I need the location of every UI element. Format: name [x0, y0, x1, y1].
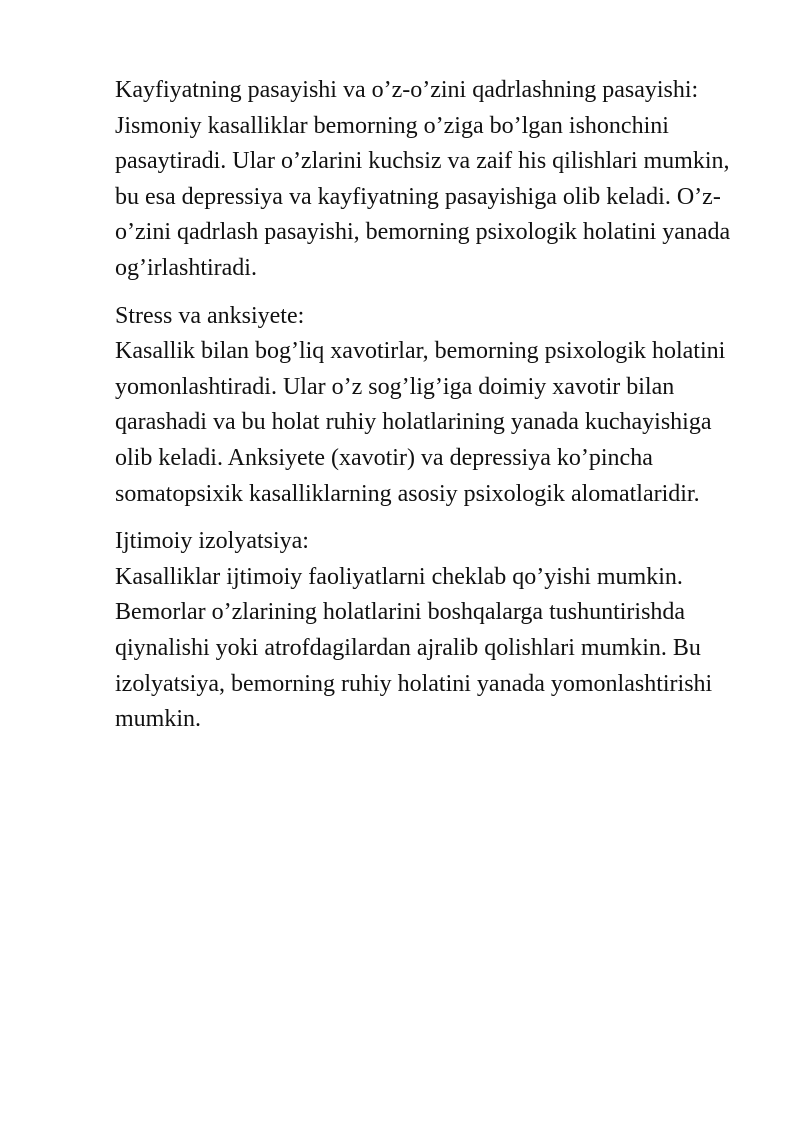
section-stress-anxiety	[115, 299, 745, 513]
section-paragraph: Jismoniy kasalliklar bemorning o’ziga bo’lgan ishonchini pasaytiradi. Ular o’zlarini kuchsiz va zaif his qilishlari mumkin, bu esa depressiya va kayfiyatning pasayishiga olib keladi. O’z-o’zini qadrlash pasayishi, bemorning psixologik holatini yanada og’irlashtiradi.	[115, 112, 731, 281]
section-heading: Ijtimoiy izolyatsiya:	[115, 528, 309, 555]
section-heading: Stress va anksiyete:	[115, 302, 305, 329]
section-paragraph: Kasalliklar ijtimoiy faoliyatlarni cheklab qo’yishi mumkin. Bemorlar o’zlarining holatlarini boshqalarga tushuntirishda qiynalishi yoki atrofdagilardan ajralib qolishlari mumkin. Bu izolyatsiya, bemorning ruhiy holatini yanada yomonlashtirishi mumkin.	[115, 563, 713, 733]
section-mood-decline	[115, 73, 745, 287]
section-paragraph: Kasallik bilan bog’liq xavotirlar, bemorning psixologik holatini yomonlashtiradi. Ular o’z sog’lig’iga doimiy xavotir bilan qarashadi va bu holat ruhiy holatlarining yanada kuchayishiga olib keladi. Anksiyete (xavotir) va depressiya ko’pincha somatopsixik kasalliklarning asosiy psixologik alomatlaridir.	[115, 338, 726, 507]
section-heading: Kayfiyatning pasayishi va o’z-o’zini qadrlashning pasayishi:	[115, 77, 699, 103]
document-page	[115, 73, 745, 750]
section-social-isolation	[115, 524, 745, 738]
